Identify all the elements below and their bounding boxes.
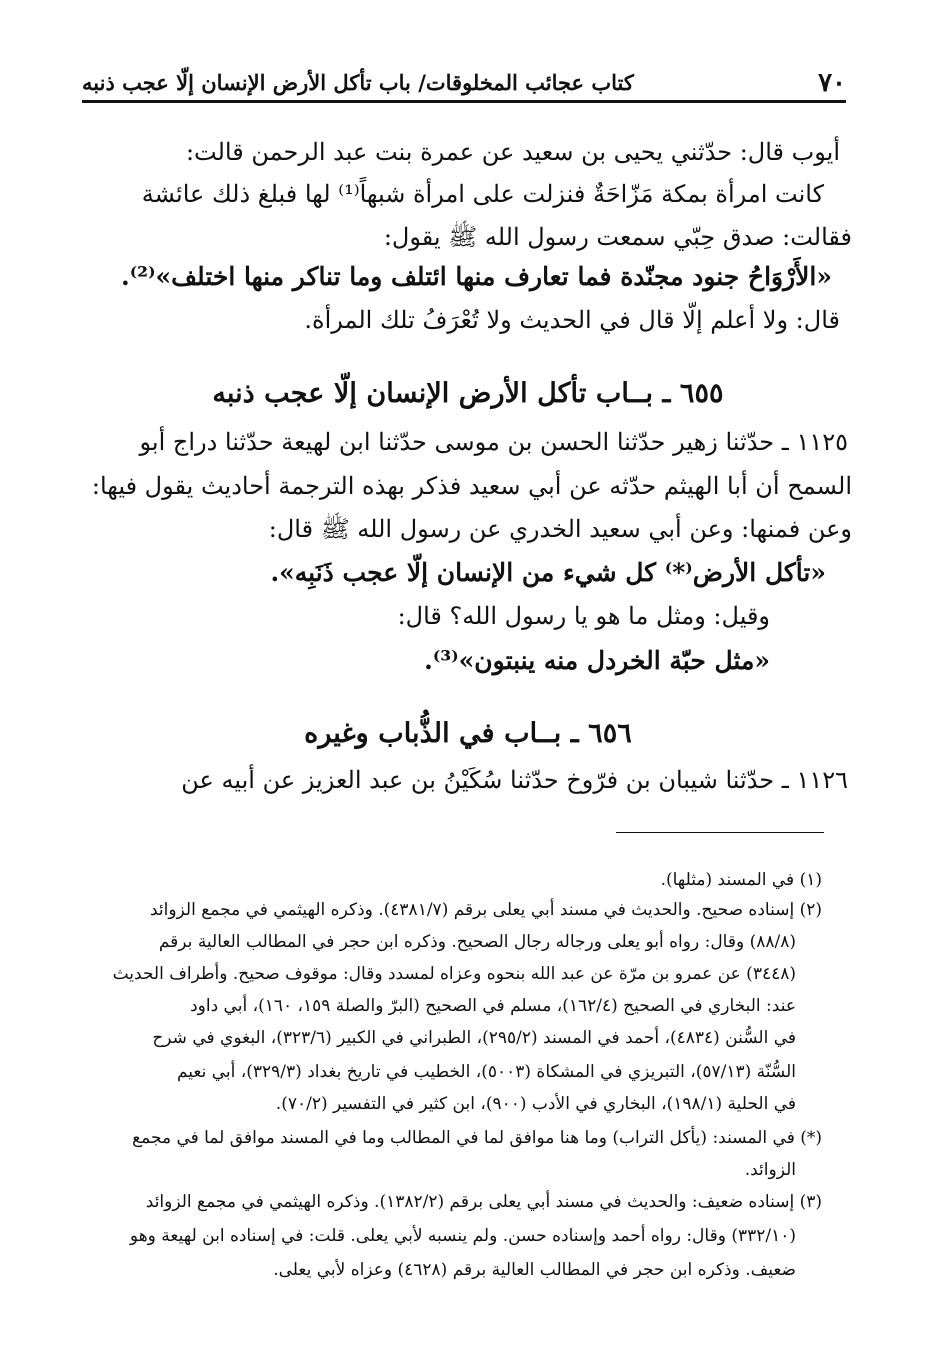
chapter-heading: ٦٥٥ ـ بــاب تأكل الأرض الإنسان إلّا عجب ذنبه: [212, 378, 724, 409]
footnote-line: (٣) إسناده ضعيف: والحديث في مسند أبي يعلى برقم (١٣٨٢/٢). وذكره الهيثمي في مجمع الزوائد: [145, 1192, 822, 1212]
body-line: فقالت: صدق حِبّي سمعت رسول الله ﷺ يقول:: [383, 223, 852, 251]
footnote-line: (٨٨/٨) وقال: رواه أبو يعلى ورجاله رجال الصحيح. وذكره ابن حجر في المطالب العالية برقم: [158, 932, 796, 952]
footnote-line: السُّنّة (٥٧/١٣)، التبريزي في المشكاة (٥٠٠٣)، الخطيب في تاريخ بغداد (٣٢٩/٣)، أبي نعيم: [176, 1062, 796, 1082]
body-line: وعن فمنها: وعن أبي سعيد الخدري عن رسول الله ﷺ قال:: [268, 515, 852, 543]
body-line: كانت امرأة بمكة مَزّاحَةٌ فنزلت على امرأة شبهاً⁽¹⁾ لها فبلغ ذلك عائشة: [141, 180, 824, 208]
body-line: قال: ولا أعلم إلّا قال في الحديث ولا تُعْرَفُ تلك المرأة.: [304, 306, 840, 334]
chapter-heading: ٦٥٦ ـ بــاب في الذُّباب وغيره: [304, 718, 632, 749]
footnote-line: (٣٤٤٨) عن عمرو بن مرّة عن عبد الله بنحوه وعزاه لمسدد وقال: موقوف صحيح. وأطراف الحديث: [112, 964, 796, 984]
footnote-line: (*) في المسند: (يأكل التراب) وما هنا موافق لما في المطالب وما في المسند موافق لما في مجمع: [132, 1128, 822, 1148]
footnote-line: في السُّنن (٤٨٣٤)، أحمد في المسند (٢٩٥/٢)، الطبراني في الكبير (٣٢٣/٦)، البغوي في شرح: [152, 1028, 796, 1048]
hadith-number-line: ١١٢٦ ـ حدّثنا شيبان بن فرّوخ حدّثنا سُكَيْنُ بن عبد العزيز عن أبيه عن: [181, 766, 848, 794]
footnote-line: (٣٣٢/١٠) وقال: رواه أحمد وإسناده حسن. ولم ينسبه لأبي يعلى. قلت: في إسناده ابن لهيعة وهو: [129, 1226, 796, 1246]
footnote-line: (٢) إسناده صحيح. والحديث في مسند أبي يعلى برقم (٤٣٨١/٧). وذكره الهيثمي في مجمع الزوائد: [149, 900, 822, 920]
hadith-line: «تأكل الأرض⁽*⁾ كل شيء من الإنسان إلّا عجب ذَنَبِه».: [270, 558, 826, 587]
hadith-line: «الأَرْوَاحُ جنود مجنّدة فما تعارف منها ائتلف وما تناكر منها اختلف»⁽²⁾.: [120, 262, 832, 291]
body-line: وقيل: ومثل ما هو يا رسول الله؟ قال:: [397, 602, 770, 630]
hadith-number-line: ١١٢٥ ـ حدّثنا زهير حدّثنا الحسن بن موسى حدّثنا ابن لهيعة حدّثنا دراج أبو: [139, 428, 848, 456]
hadith-line: «مثل حبّة الخردل منه ينبتون»⁽³⁾.: [424, 646, 770, 675]
footnote-line: الزوائد.: [744, 1160, 796, 1180]
footnote-separator: [616, 832, 824, 833]
body-line: أيوب قال: حدّثني يحيى بن سعيد عن عمرة بنت عبد الرحمن قالت:: [185, 138, 840, 166]
footnote-line: عند: البخاري في الصحيح (١٦٢/٤)، مسلم في الصحيح (البرّ والصلة ١٥٩، ١٦٠)، أبي داود: [190, 996, 796, 1016]
page-number: ٧٠: [818, 68, 846, 98]
body-line: السمح أن أبا الهيثم حدّثه عن أبي سعيد فذكر بهذه الترجمة أحاديث يقول فيها:: [91, 472, 852, 500]
footnote-line: (١) في المسند (مثلها).: [660, 870, 822, 890]
page-header: [82, 60, 846, 103]
footnote-line: في الحلية (١٩٨/١)، البخاري في الأدب (٩٠٠)، ابن كثير في التفسير (٧٠/٢).: [275, 1094, 796, 1114]
running-title: كتاب عجائب المخلوقات/ باب تأكل الأرض الإنسان إلّا عجب ذنبه: [82, 70, 634, 95]
footnote-line: ضعيف. وذكره ابن حجر في المطالب العالية برقم (٤٦٢٨) وعزاه لأبي يعلى.: [273, 1260, 796, 1280]
